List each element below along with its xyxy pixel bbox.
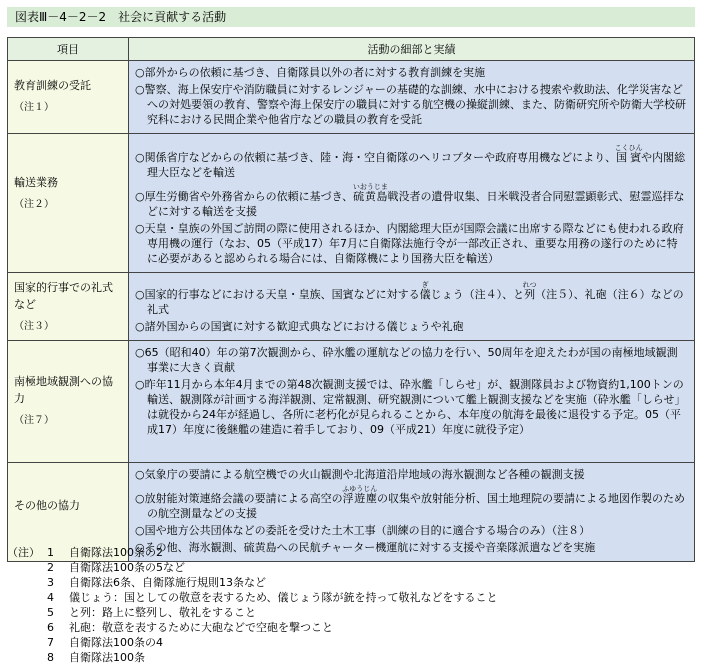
row-label: 南極地域観測への協力 [14,375,113,405]
row-label: 国家的行事での礼式など [14,281,113,311]
detail-entry: ○その他、海氷観測、硫黄島への民航チャーター機運航に対する支援や音楽隊派遣などを実施 [135,541,596,554]
detail-entry: ○国や地方公共団体などの委託を受けた土木工事（訓練の目的に適合する場合のみ）（注８） [135,524,591,537]
row-detail-cell [129,341,695,463]
footnote-text: 自衛隊法100条の5など [69,561,185,574]
table-row [8,61,695,134]
detail-entry: ○諸外国からの国賓に対する歓迎式典などにおける儀じょうや礼砲 [135,320,464,333]
footnote-row [7,560,695,575]
footnote-row [7,635,695,650]
ruby-base: 儀 [419,288,431,301]
entry-text: ○関係省庁などからの依頼に基づき、陸・海・空自衛隊のヘリコプターや政府専用機などにより、 [135,151,617,164]
footnote-number: 8 [47,651,54,664]
ruby-base: 硫黄島 [352,190,388,203]
footnote-text: と列：路上に整列し、敬礼をすること [69,606,256,619]
row-detail-cell [129,61,695,134]
row-item-cell [8,341,129,463]
ruby-base: 国賓 [614,151,643,164]
entry-text: （注５）、礼砲（注６）などの礼式 [147,288,684,316]
detail-entry: ○昨年11月から本年4月までの第48次観測支援では、砕氷艦「しらせ」が、観測隊員および物資約1,100トンの輸送、観測隊が計画する海洋観測、定常観測、研究観測について艦上観測支援などを実施（砕氷艦「しらせ」は就役から24年が経過し、各所に老朽化が見られることから、本年度の航海を最後に退役する予定。05（平成17）年度に後継艦の建造に着手しており、09（平成21）年度に就役予定） [135,378,686,436]
entry-text: ○厚生労働省や外務省からの依頼に基づき、 [135,190,354,203]
row-detail-cell [129,273,695,341]
detail-entry: ○気象庁の要請による航空機での火山観測や北海道沿岸地域の海氷観測など各種の観測支援 [135,468,585,481]
ruby-reading: ぎ [419,281,431,289]
notes-label: （注） [7,546,40,559]
ruby-base: 浮遊塵 [342,492,378,505]
row-note: （注２） [14,199,54,210]
row-note: （注１） [14,102,54,113]
figure-title: 図表Ⅲ－4－2－2 社会に貢献する活動 [7,7,695,27]
header-detail: 活動の細部と実績 [129,38,695,61]
table-row [8,341,695,463]
footnote-text: 自衛隊法100条の4 [69,636,163,649]
row-item-cell [8,61,129,134]
footnote-text: 自衛隊法100条の2 [69,546,163,559]
detail-entry [135,485,688,521]
detail-entry: ○65（昭和40）年の第7次観測から、砕氷艦の運航などの協力を行い、50周年を迎えたわが国の南極地域観測事業に大きく貢献 [135,346,678,374]
ruby-reading: こくひん [614,144,643,152]
furigana-word [614,144,643,164]
footnote-text: 自衛隊法6条、自衛隊施行規則13条など [69,576,266,589]
footnote-number: 6 [47,621,54,634]
detail-entry [135,144,688,180]
footnote-text: 儀じょう：国としての敬意を表するため、儀じょう隊が銃を持って敬礼などをすること [69,591,498,604]
ruby-reading: いおうじま [352,183,388,191]
footnote-text: 礼砲：敬意を表するために大砲などで空砲を撃つこと [69,621,333,634]
furigana-word [419,281,431,301]
row-detail-cell [129,134,695,273]
header-item: 項目 [8,38,129,61]
footnote-number: 4 [47,591,54,604]
detail-entry: ○部外からの依頼に基づき、自衛隊員以外の者に対する教育訓練を実施 [135,66,486,79]
detail-entry [135,183,688,219]
entry-text: 戦没者の遺骨収集、日米戦没者合同慰霊顕彰式、慰霊巡拝などに対する輸送を支援 [147,190,685,218]
table-row [8,134,695,273]
footnote-number: 2 [47,561,54,574]
row-label: 教育訓練の受託 [14,79,91,92]
detail-entry: ○天皇・皇族の外国ご訪問の際に使用されるほか、内閣総理大臣が国際会議に出席する際などにも使われる政府専用機の運行（なお、05（平成17）年7月に自衛隊法施行令が一部改正され、重要な用務の遂行のために特に必要があると認められる場合には、自衛隊機により国務大臣を輸送） [135,222,684,265]
footnote-row [7,575,695,590]
entry-text: や内閣総理大臣などを輸送 [147,151,686,179]
footnote-number: 5 [47,606,54,619]
row-note: （注７） [14,415,54,426]
furigana-word [342,485,378,505]
footnote-row [7,650,695,665]
entry-text: の収集や放射能分析、国土地理院の要請による地図作製のための航空測量などの支援 [147,492,685,520]
table-row [8,273,695,341]
ruby-reading: れつ [522,281,537,289]
furigana-word [522,281,537,301]
detail-entry: ○警察、海上保安庁や消防職員に対するレンジャーの基礎的な訓練、水中における捜索や救助法、化学災害などへの対処要領の教育、警察や海上保安庁の職員に対する航空機の操縦訓練、また、防衛研究所や防衛大学校研究科における民間企業や他省庁などの職員の教育を受託 [135,83,686,126]
row-item-cell [8,134,129,273]
entry-text: ○国家的行事などにおける天皇・皇族、国賓などに対する [135,288,420,301]
row-label: その他の協力 [14,499,80,512]
footnotes [7,545,695,665]
activities-table [7,37,695,562]
footnote-row [7,545,695,560]
footnote-row [7,590,695,605]
footnote-number: 3 [47,576,54,589]
footnote-row [7,620,695,635]
detail-entry [135,281,688,317]
table-header-row [8,38,695,61]
footnote-number: 1 [47,546,54,559]
row-note: （注３） [14,321,54,332]
entry-text: じょう（注４）、と [430,288,525,301]
footnote-number: 7 [47,636,54,649]
ruby-base: 列 [522,288,537,301]
ruby-reading: ふゆうじん [342,485,378,493]
footnote-text: 自衛隊法100条 [69,651,145,664]
row-item-cell [8,273,129,341]
entry-text: ○放射能対策連絡会議の要請による高空の [135,492,343,505]
furigana-word [352,183,388,203]
footnote-row [7,605,695,620]
row-label: 輸送業務 [14,176,58,189]
